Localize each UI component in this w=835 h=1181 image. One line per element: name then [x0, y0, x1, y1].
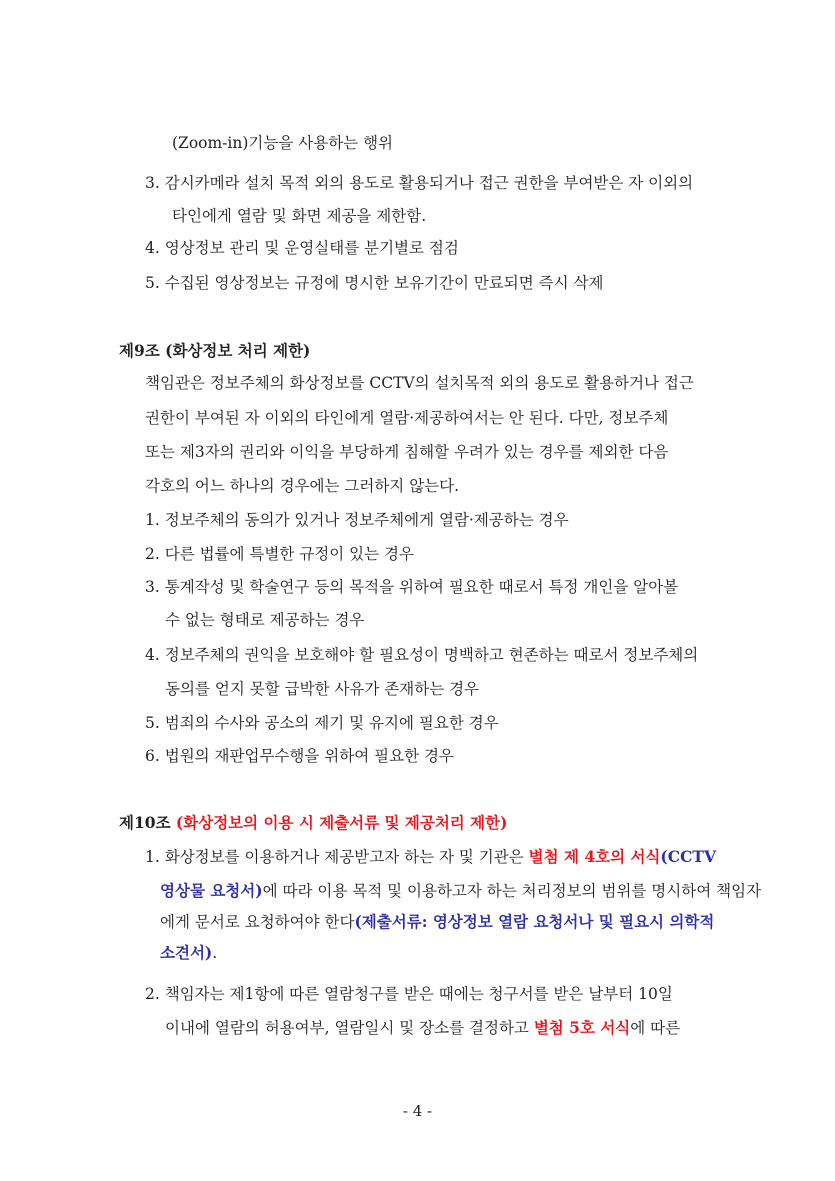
article-9-item-1: 1. 정보주체의 동의가 있거나 정보주체에게 열람·제공하는 경우	[145, 511, 569, 529]
article-10-item-1a	[145, 847, 716, 867]
item-1a-text: 1. 화상정보를 이용하거나 제공받고자 하는 자 및 기관은	[145, 848, 529, 866]
article-9-item-4b: 동의를 얻지 못할 급박한 사유가 존재하는 경우	[165, 680, 480, 698]
item-1b-text: 에 따라 이용 목적 및 이용하고자 하는 처리정보의 범위를 명시하여 책임자	[262, 882, 762, 900]
top-line-5: 5. 수집된 영상정보는 규정에 명시한 보유기간이 만료되면 즉시 삭제	[145, 274, 604, 292]
top-line-4: 4. 영상정보 관리 및 운영실태를 분기별로 점검	[145, 239, 459, 257]
article-10-title	[119, 813, 507, 833]
item-2b-text: 이내에 열람의 허용여부, 열람일시 및 장소를 결정하고	[165, 1019, 534, 1037]
item-2b-red: 별첨 5호 서식	[533, 1018, 631, 1037]
article-9-para-4: 각호의 어느 하나의 경우에는 그러하지 않는다.	[145, 477, 460, 495]
page-number: - 4 -	[402, 1102, 433, 1120]
article-9-para-2: 권한이 부여된 자 이외의 타인에게 열람·제공하여서는 안 된다. 다만, 정보주체	[145, 409, 669, 427]
article-10-item-1b	[160, 881, 761, 901]
article-9-item-4a: 4. 정보주체의 권익을 보호해야 할 필요성이 명백하고 현존하는 때로서 정보주체의	[145, 646, 699, 664]
top-line-3: 타인에게 열람 및 화면 제공을 제한함.	[172, 207, 427, 225]
item-1d-blue: 소견서)	[160, 943, 213, 962]
article-9-title: 제9조 (화상정보 처리 제한)	[119, 341, 311, 360]
article-9-item-3a: 3. 통계작성 및 학술연구 등의 목적을 위하여 필요한 때로서 특정 개인을 알아볼	[145, 578, 679, 596]
item-1a-blue: (CCTV	[660, 847, 716, 866]
article-9-item-5: 5. 범죄의 수사와 공소의 제기 및 유지에 필요한 경우	[145, 714, 499, 732]
article-9-item-2: 2. 다른 법률에 특별한 규정이 있는 경우	[145, 545, 414, 563]
article-10-item-2b	[165, 1018, 680, 1038]
item-1d-text: .	[212, 944, 218, 962]
article-10-title-red: (화상정보의 이용 시 제출서류 및 제공처리 제한)	[175, 813, 508, 832]
item-1b-blue: 영상물 요청서)	[160, 881, 263, 900]
article-9-para-3: 또는 제3자의 권리와 이익을 부당하게 침해할 우려가 있는 경우를 제외한 다음	[145, 443, 669, 461]
article-10-item-1d	[160, 943, 217, 963]
article-10-item-2a: 2. 책임자는 제1항에 따른 열람청구를 받은 때에는 청구서를 받은 날부터 10일	[145, 985, 673, 1003]
article-9-item-6: 6. 법원의 재판업무수행을 위하여 필요한 경우	[145, 747, 454, 765]
item-1c-text: 에게 문서로 요청하여야 한다	[160, 913, 355, 931]
article-9-para-1: 책임관은 정보주체의 화상정보를 CCTV의 설치목적 외의 용도로 활용하거나 접근	[145, 374, 694, 392]
article-10-title-prefix: 제10조	[119, 813, 176, 832]
item-1c-blue: (제출서류: 영상정보 열람 요청서나 및 필요시 의학적	[354, 912, 715, 931]
top-line-2: 3. 감시카메라 설치 목적 외의 용도로 활용되거나 접근 권한을 부여받은 자 이외의	[145, 174, 694, 192]
article-9-item-3b: 수 없는 형태로 제공하는 경우	[165, 611, 365, 629]
item-1a-red: 별첨 제 4호의 서식	[528, 847, 661, 866]
article-10-item-1c	[160, 912, 714, 932]
top-line-1: (Zoom-in)기능을 사용하는 행위	[172, 134, 394, 152]
item-2b-post: 에 따른	[630, 1019, 681, 1037]
